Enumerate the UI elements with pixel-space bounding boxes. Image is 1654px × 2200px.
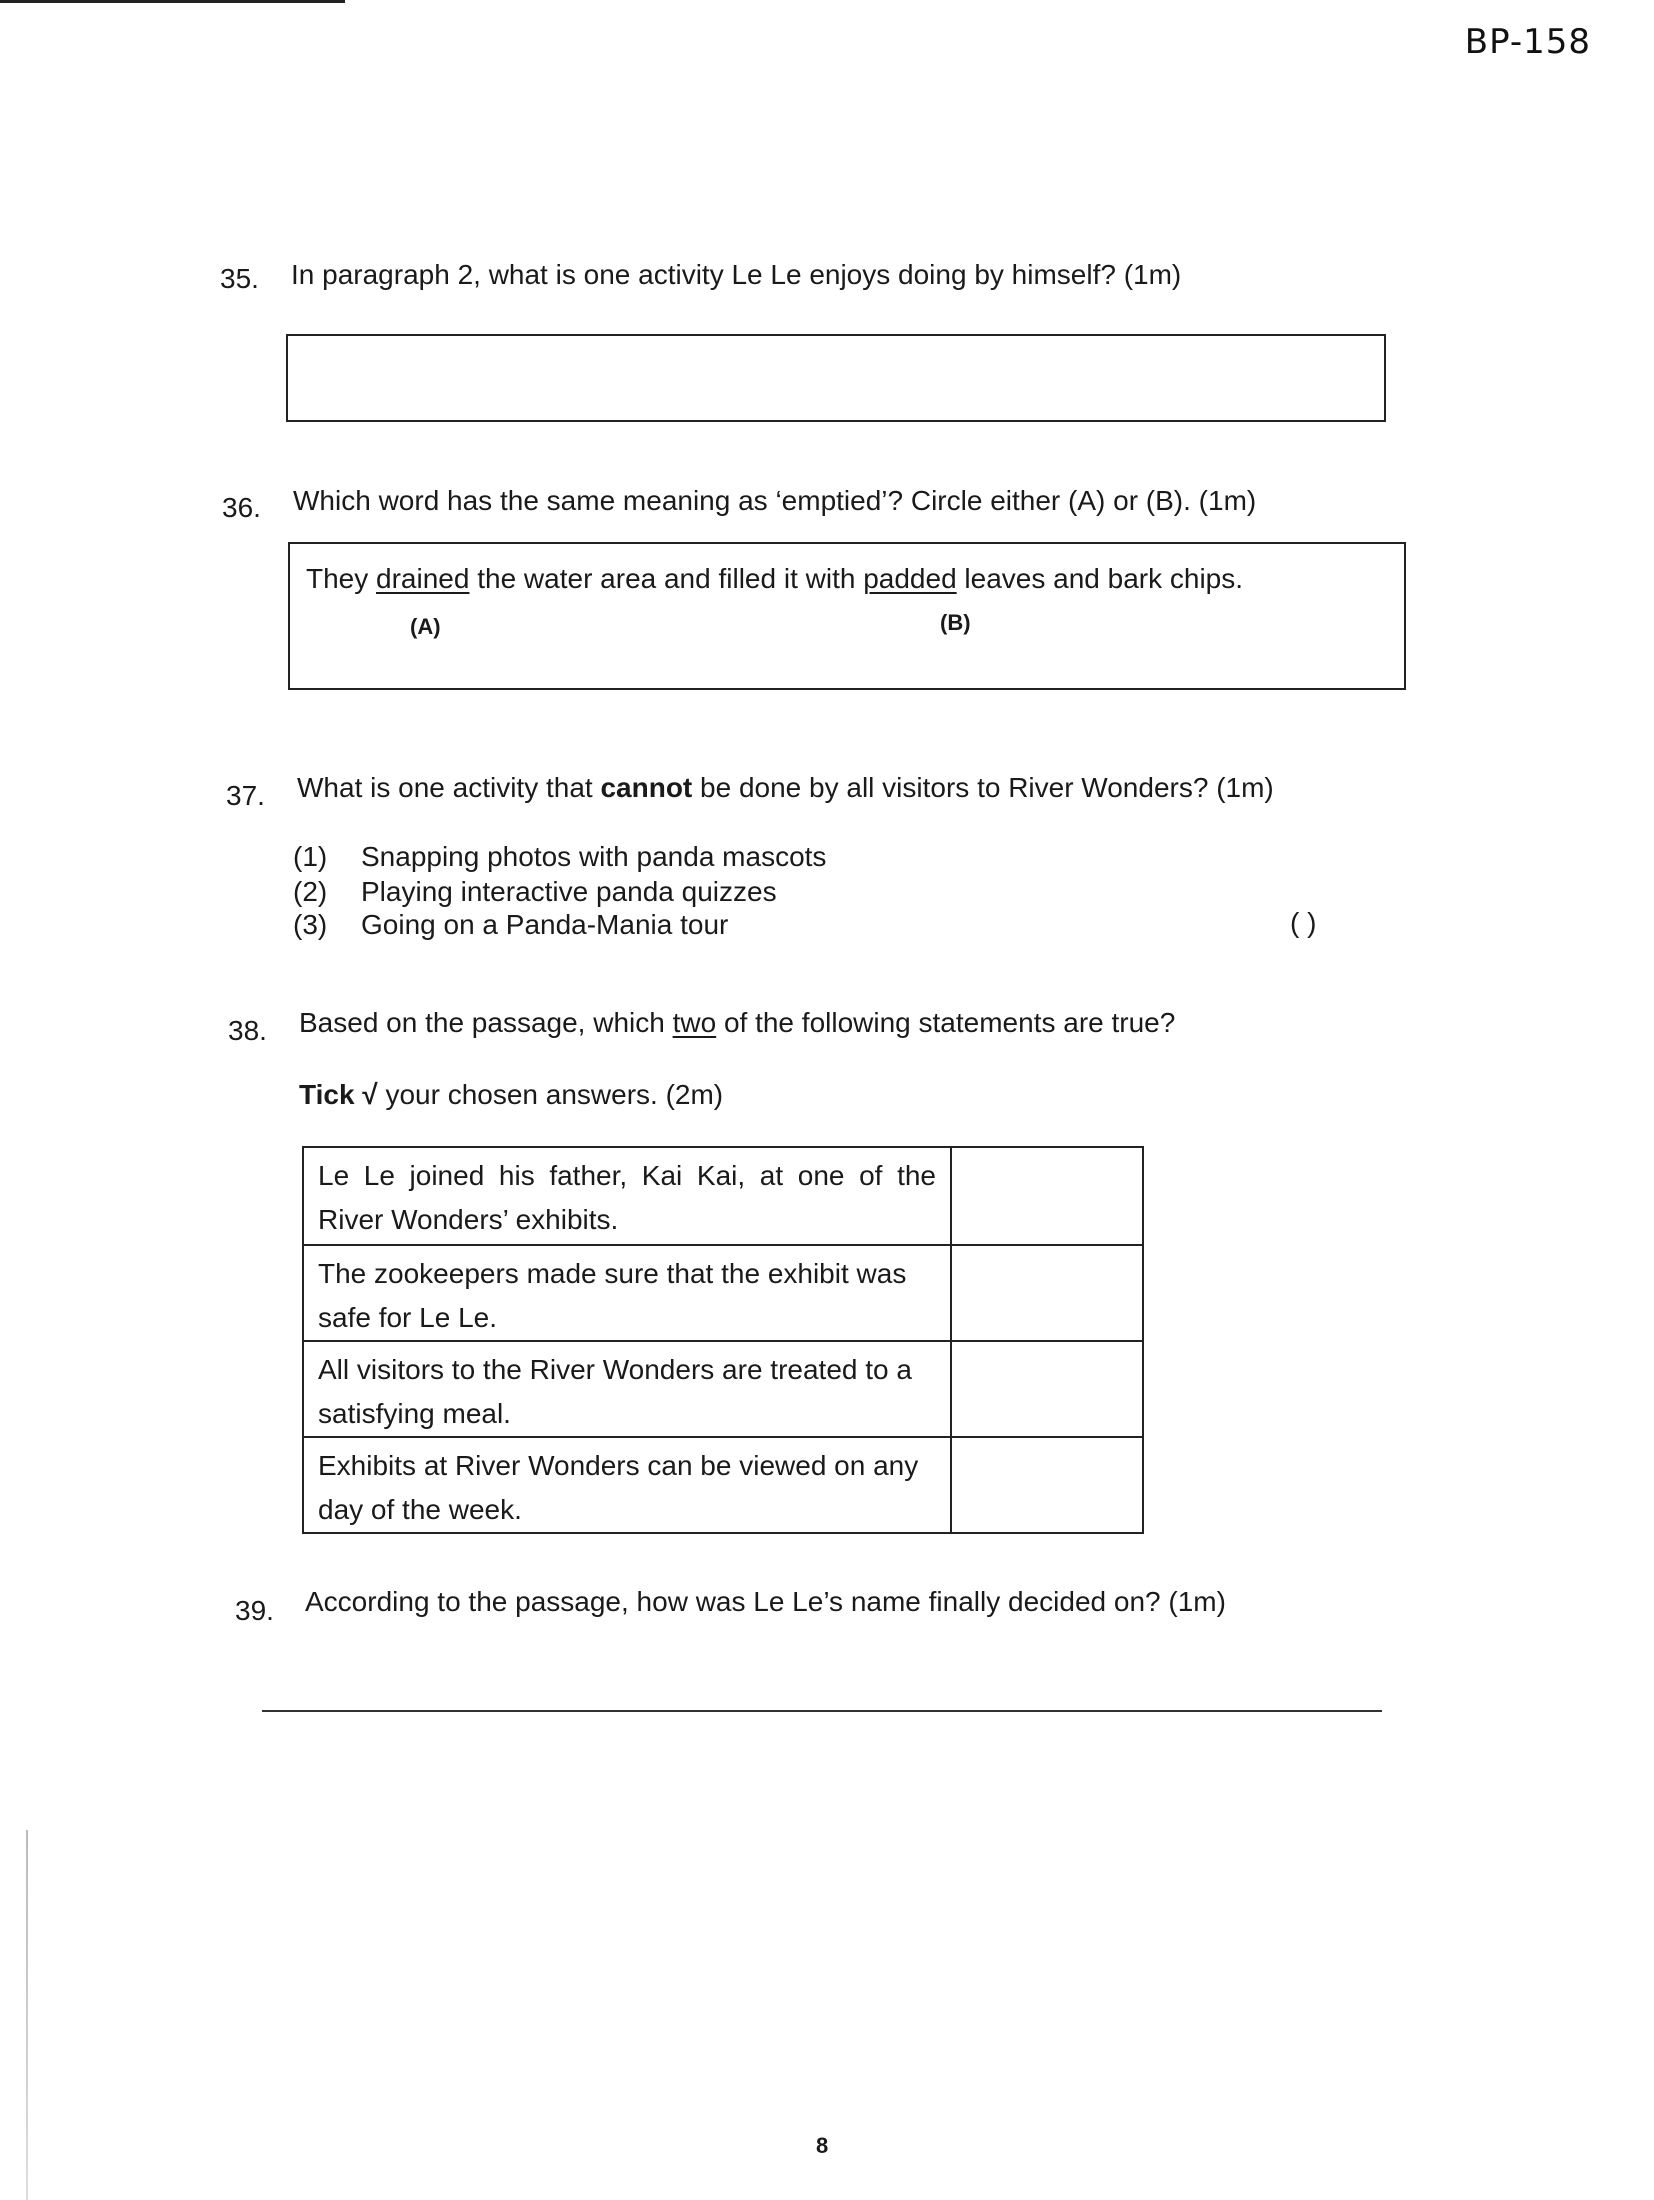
table-row: [303, 1147, 1143, 1245]
q37-option-2: (2) Playing interactive panda quizzes: [293, 876, 777, 907]
q35-answer-box[interactable]: [286, 334, 1386, 422]
q38-instruction: Tick √ your chosen answers. (2m): [299, 1079, 724, 1110]
q39-answer-line[interactable]: [262, 1710, 1382, 1712]
statement-4: Exhibits at River Wonders can be viewed on any day of the week.: [303, 1437, 951, 1533]
page-number: 8: [816, 2133, 829, 2158]
option-b-label: (B): [940, 610, 971, 635]
statement-3: All visitors to the River Wonders are treated to a satisfying meal.: [303, 1341, 951, 1437]
tick-box-1[interactable]: [951, 1147, 1143, 1245]
q38-number: 38.: [228, 1015, 267, 1046]
q36-sentence: They drained the water area and filled it with padded leaves and bark chips.: [306, 563, 1244, 594]
tick-box-3[interactable]: [951, 1341, 1143, 1437]
q35-text: In paragraph 2, what is one activity Le Le enjoys doing by himself? (1m): [291, 259, 1182, 290]
option-a-label: (A): [410, 614, 441, 639]
q37-option-3: (3) Going on a Panda-Mania tour: [293, 909, 729, 940]
q36-number: 36.: [222, 492, 261, 523]
tick-box-4[interactable]: [951, 1437, 1143, 1533]
table-row: [303, 1341, 1143, 1437]
q39-number: 39.: [235, 1595, 274, 1626]
q35-number: 35.: [220, 263, 259, 294]
q36-sentence-box: [288, 542, 1406, 690]
q38-text: Based on the passage, which two of the following statements are true?: [299, 1007, 1176, 1038]
q37-answer-bracket[interactable]: ( ): [1290, 907, 1317, 938]
q38-statement-table: [302, 1146, 1144, 1534]
q37-number: 37.: [226, 780, 265, 811]
paper-code: BP-158: [1464, 22, 1591, 62]
table-row: [303, 1437, 1143, 1533]
table-row: [303, 1245, 1143, 1341]
option-b-word[interactable]: padded: [863, 563, 957, 594]
top-edge-rule: [0, 0, 345, 3]
q37-option-1: (1) Snapping photos with panda mascots: [293, 841, 827, 872]
tick-box-2[interactable]: [951, 1245, 1143, 1341]
option-a-word[interactable]: drained: [376, 563, 470, 594]
q36-text: Which word has the same meaning as ‘emptied’? Circle either (A) or (B). (1m): [293, 485, 1257, 516]
statement-2: The zookeepers made sure that the exhibit was safe for Le Le.: [303, 1245, 951, 1341]
q39-text: According to the passage, how was Le Le’s name finally decided on? (1m): [305, 1586, 1226, 1617]
statement-1: Le Le joined his father, Kai Kai, at one of the River Wonders’ exhibits.: [303, 1147, 951, 1245]
q37-text: What is one activity that cannot be done by all visitors to River Wonders? (1m): [297, 772, 1274, 803]
scan-edge-mark: [26, 1830, 28, 2200]
